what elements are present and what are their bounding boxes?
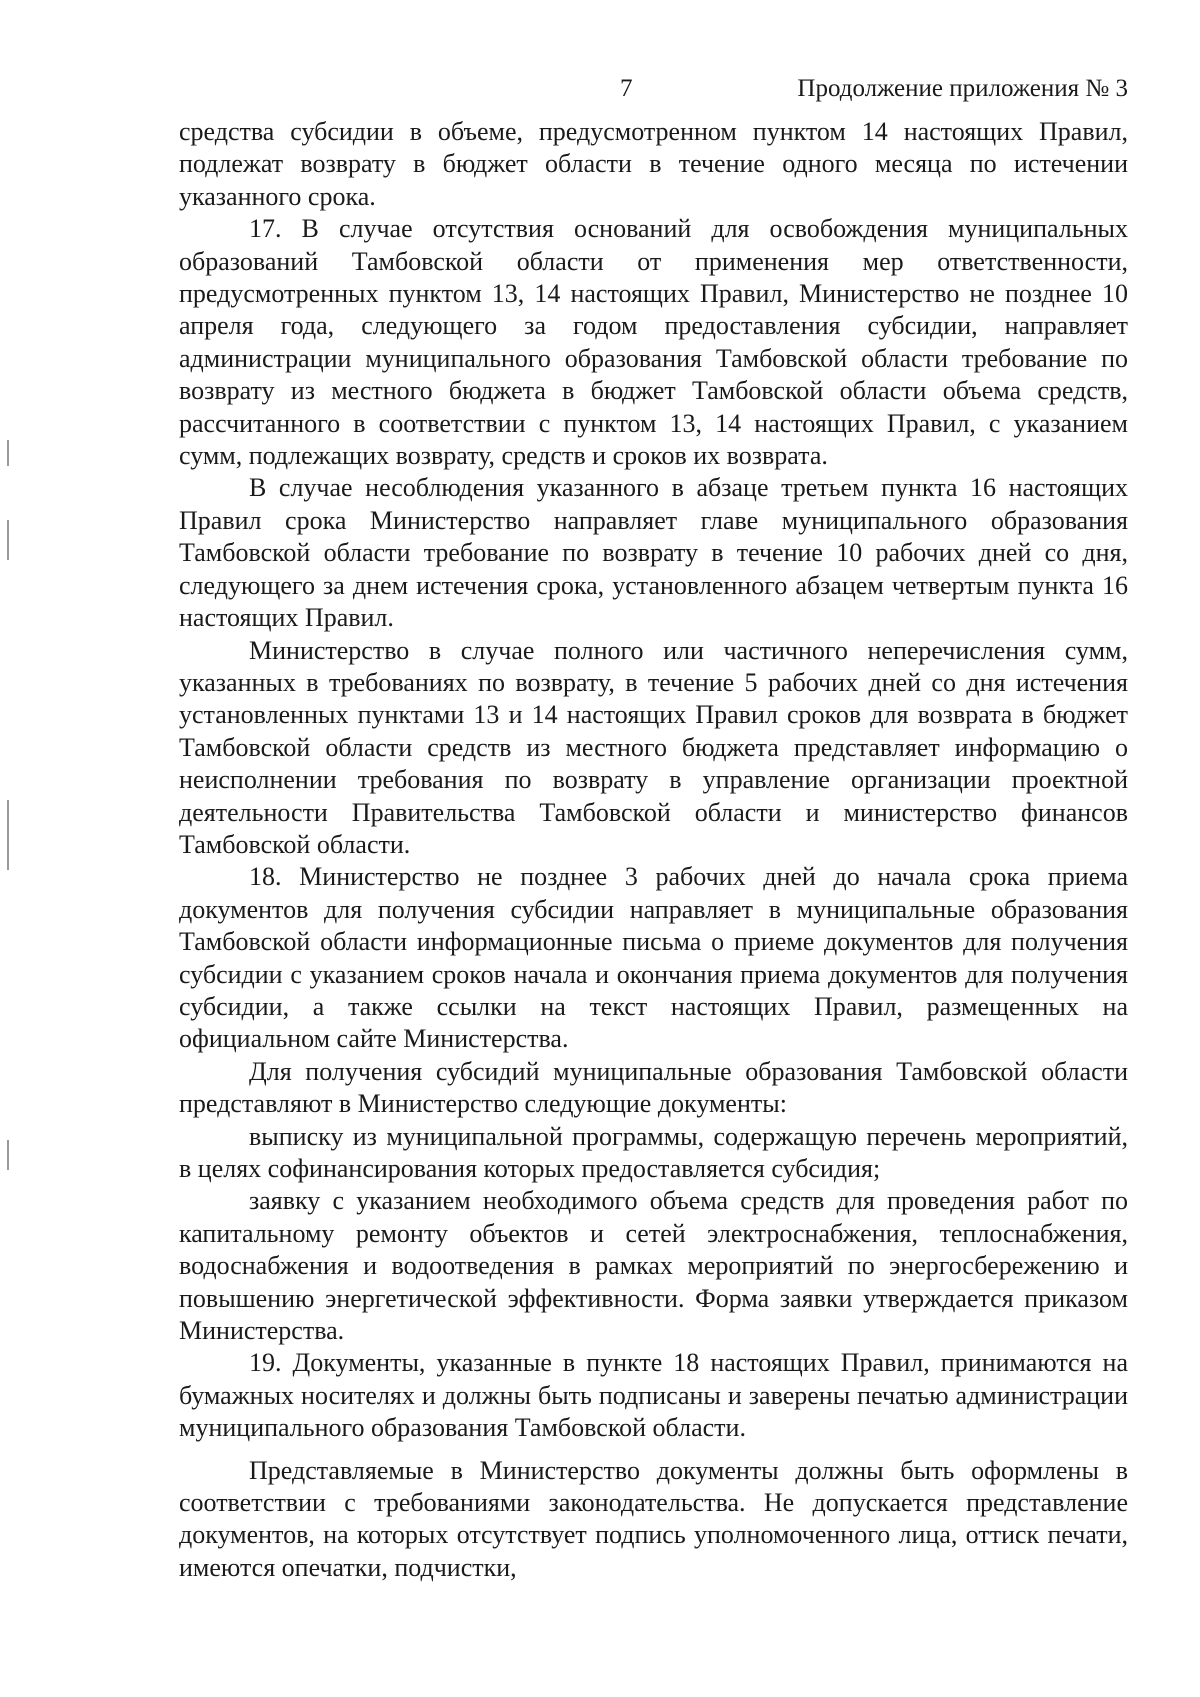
paragraph-ministry-information: Министерство в случае полного или частичного неперечисления сумм, указанных в требованиях по возврату, в течение 5 рабочих дней со дня истечения установленных пунктами 13 и 14 настоящих Правил сроков для возврата в бюджет Тамбовской области средств из местного бюджета представляет информацию о неисполнении требования по возврату в управление организации проектной деятельности Правительства Тамбовской области и министерство финансов Тамбовской области. (179, 635, 1128, 859)
scan-artifact (7, 1140, 9, 1170)
paragraph-program-extract: выписку из муниципальной программы, содержащую перечень мероприятий, в целях софинансирования которых предоставляется субсидия; (179, 1121, 1128, 1183)
paragraph-item-17: 17. В случае отсутствия оснований для освобождения муниципальных образований Тамбовской области от применения мер ответственности, предусмотренных пунктом 13, 14 настоящих Правил, Министерство не позднее 10 апреля года, следующего за годом предоставления субсидии, направляет администрации муниципального образования Тамбовской области требование по возврату из местного бюджета в бюджет Тамбовской области объема средств, рассчитанного в соответствии с пунктом 13, 14 настоящих Правил, с указанием сумм, подлежащих возврату, средств и сроков их возврата. (179, 214, 1128, 471)
document-body (179, 116, 1128, 1584)
scan-artifact (7, 520, 9, 560)
paragraph-item-19: 19. Документы, указанные в пункте 18 настоящих Правил, принимаются на бумажных носителях и должны быть подписаны и заверены печатью администрации муниципального образования Тамбовской области. (179, 1348, 1128, 1443)
paragraph-item-18: 18. Министерство не позднее 3 рабочих дней до начала срока приема документов для получения субсидии направляет в муниципальные образования Тамбовской области информационные письма о приеме документов для получения субсидии с указанием сроков начала и окончания приема документов для получения субсидии, а также ссылки на текст настоящих Правил, размещенных на официальном сайте Министерства. (179, 862, 1128, 1054)
paragraph-document-requirements: Представляемые в Министерство документы должны быть оформлены в соответствии с требованиями законодательства. Не допускается представление документов, на которых отсутствует подпись уполномоченного лица, оттиск печати, имеются опечатки, подчистки, (179, 1455, 1128, 1582)
scan-artifact (7, 440, 9, 466)
scan-artifact (7, 800, 9, 870)
running-header: Продолжение приложения № 3 (797, 75, 1128, 102)
paragraph-application: заявку с указанием необходимого объема средств для проведения работ по капитальному ремонту объектов и сетей электроснабжения, теплоснабжения, водоснабжения и водоотведения в рамках мероприятий по энергосбережению и повышению энергетической эффективности. Форма заявки утверждается приказом Министерства. (179, 1186, 1128, 1346)
paragraph-continuation: средства субсидии в объеме, предусмотренном пунктом 14 настоящих Правил, подлежат возврату в бюджет области в течение одного месяца по истечении указанного срока. (179, 117, 1128, 211)
paragraph-nonobservance: В случае несоблюдения указанного в абзаце третьем пункта 16 настоящих Правил срока Министерство направляет главе муниципального образования Тамбовской области требование по возврату в течение 10 рабочих дней со дня, следующего за днем истечения срока, установленного абзацем четвертым пункта 16 настоящих Правил. (179, 473, 1128, 633)
paragraph-documents-intro: Для получения субсидий муниципальные образования Тамбовской области представляют в Министерство следующие документы: (179, 1056, 1128, 1119)
page-number: 7 (620, 75, 633, 102)
